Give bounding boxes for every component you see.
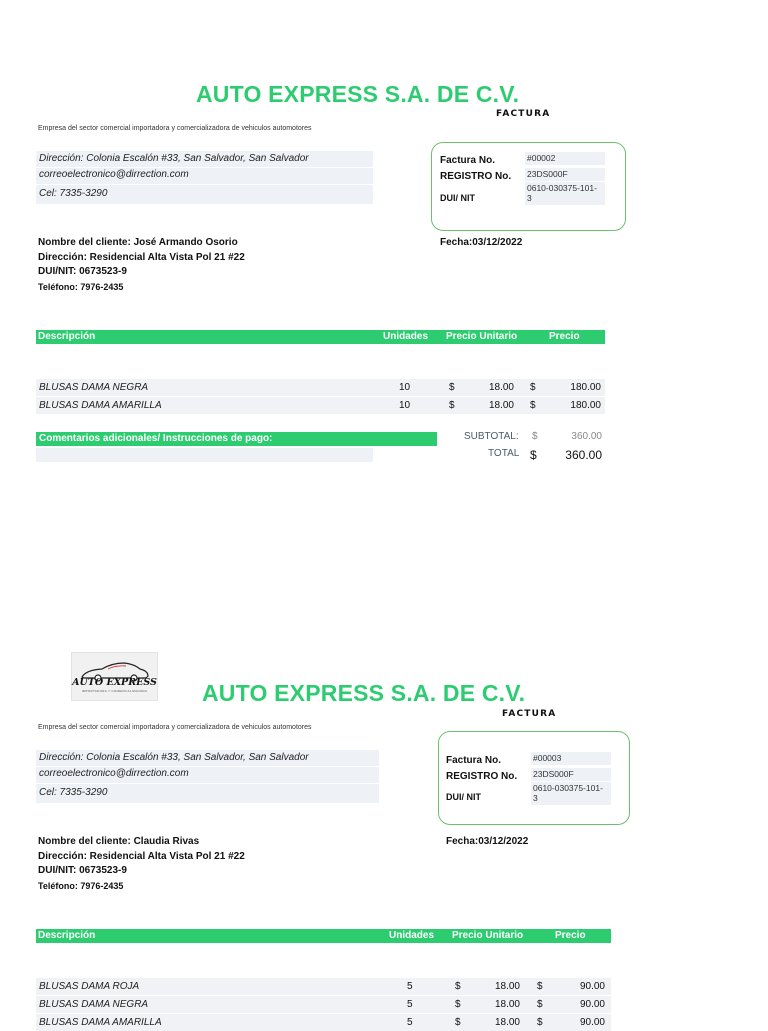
item-price: 90.00	[579, 999, 605, 1010]
client-dui: DUI/NIT: 0673523-9	[38, 266, 127, 277]
client-name: Nombre del cliente: Claudia Rivas	[38, 836, 200, 847]
item-description: BLUSAS DAMA NEGRA	[39, 382, 149, 393]
item-unit-price: 18.00	[494, 981, 520, 992]
dui-nit-value: 0610-030375-101- 3	[525, 182, 605, 205]
col-units: Unidades	[383, 331, 429, 342]
item-unit-price: 18.00	[494, 999, 520, 1010]
client-address: Dirección: Residencial Alta Vista Pol 21 #22	[38, 251, 245, 263]
item-unit-price: 18.00	[494, 1017, 520, 1028]
items-table-header	[36, 330, 605, 344]
logo-subtext: IMPORTADORA Y COMERCIALIZADORA	[81, 689, 148, 693]
currency-symbol: $	[455, 1017, 461, 1028]
company-address-box	[36, 750, 379, 803]
invoice-2	[0, 600, 768, 1028]
item-unit-price: 18.00	[488, 382, 514, 393]
item-price: 90.00	[579, 1017, 605, 1028]
currency-symbol: $	[530, 400, 536, 411]
col-price: Precio	[555, 930, 586, 941]
client-dui: DUI/NIT: 0673523-9	[38, 865, 127, 876]
company-address-box	[36, 151, 373, 204]
factura-heading: FACTURA	[502, 709, 557, 719]
item-price: 90.00	[579, 981, 605, 992]
client-info	[38, 236, 245, 294]
registro-no-label: REGISTRO No.	[440, 171, 512, 182]
dui-nit-label: DUI/ NIT	[440, 193, 475, 203]
table-row	[36, 996, 611, 1013]
col-description: Descripción	[38, 930, 96, 941]
company-title: AUTO EXPRESS S.A. DE C.V.	[196, 81, 520, 107]
currency-symbol: $	[537, 981, 543, 992]
item-description: BLUSAS DAMA AMARILLA	[39, 1017, 162, 1028]
subtotal-label: SUBTOTAL:	[464, 431, 519, 442]
invoice-date: Fecha:03/12/2022	[446, 836, 529, 847]
factura-no-value: #00003	[531, 752, 611, 765]
currency-symbol: $	[449, 400, 455, 411]
item-units: 5	[407, 1017, 413, 1028]
client-phone: Teléfono: 7976-2435	[38, 880, 124, 891]
company-email: correoelectronico@dirrection.com	[39, 169, 189, 180]
client-name: Nombre del cliente: José Armando Osorio	[38, 237, 238, 248]
subtotal-value: 360.00	[571, 431, 602, 442]
company-address: Dirección: Colonia Escalón #33, San Salvador, San Salvador	[39, 752, 309, 763]
item-description: BLUSAS DAMA ROJA	[39, 981, 140, 992]
company-phone: Cel: 7335-3290	[39, 188, 108, 199]
item-unit-price: 18.00	[488, 400, 514, 411]
invoice-1	[0, 0, 768, 500]
col-price: Precio	[549, 331, 580, 342]
col-units: Unidades	[389, 930, 435, 941]
currency-symbol: $	[449, 382, 455, 393]
col-description: Descripción	[38, 331, 96, 342]
total-currency: $	[530, 448, 537, 462]
items-table-header	[36, 929, 611, 943]
client-address: Dirección: Residencial Alta Vista Pol 21 #22	[38, 850, 245, 862]
currency-symbol: $	[455, 981, 461, 992]
item-price: 180.00	[570, 400, 601, 411]
table-row	[36, 1014, 611, 1031]
col-unit-price: Precio Unitario	[452, 930, 524, 941]
dui-nit-value: 0610-030375-101- 3	[531, 782, 611, 805]
table-row	[36, 978, 611, 995]
invoice-date: Fecha:03/12/2022	[440, 237, 523, 248]
item-description: BLUSAS DAMA AMARILLA	[39, 400, 162, 411]
comments-header: Comentarios adicionales/ Instrucciones de pago:	[36, 432, 437, 446]
registro-no-label: REGISTRO No.	[446, 771, 518, 782]
currency-symbol: $	[455, 999, 461, 1010]
client-info	[38, 835, 245, 893]
logo-text: AUTO EXPRESS	[72, 677, 157, 688]
total-value: 360.00	[565, 448, 602, 462]
company-tagline: Empresa del sector comercial importadora y comercializadora de vehiculos automotores	[38, 724, 312, 731]
factura-no-label: Factura No.	[440, 155, 496, 166]
company-logo	[71, 652, 158, 701]
company-email: correoelectronico@dirrection.com	[39, 768, 189, 779]
currency-symbol: $	[537, 1017, 543, 1028]
company-phone: Cel: 7335-3290	[39, 787, 108, 798]
item-description: BLUSAS DAMA NEGRA	[39, 999, 149, 1010]
factura-heading: FACTURA	[496, 109, 551, 119]
col-unit-price: Precio Unitario	[446, 331, 518, 342]
company-address: Dirección: Colonia Escalón #33, San Salvador, San Salvador	[39, 153, 309, 164]
item-units: 10	[399, 400, 411, 411]
registro-no-value: 23DS000F	[525, 168, 605, 181]
company-tagline: Empresa del sector comercial importadora y comercializadora de vehiculos automotores	[38, 125, 312, 132]
total-label: TOTAL	[488, 448, 520, 459]
company-title: AUTO EXPRESS S.A. DE C.V.	[202, 680, 526, 706]
item-units: 10	[399, 382, 411, 393]
comments-field[interactable]	[36, 448, 373, 462]
dui-nit-label: DUI/ NIT	[446, 792, 481, 802]
table-row	[36, 379, 605, 396]
currency-symbol: $	[530, 382, 536, 393]
registro-no-value: 23DS000F	[531, 768, 611, 781]
subtotal-currency: $	[532, 431, 538, 442]
item-units: 5	[407, 999, 413, 1010]
factura-no-value: #00002	[525, 152, 605, 165]
item-price: 180.00	[570, 382, 601, 393]
factura-no-label: Factura No.	[446, 755, 502, 766]
currency-symbol: $	[537, 999, 543, 1010]
client-phone: Teléfono: 7976-2435	[38, 281, 124, 292]
table-row	[36, 397, 605, 414]
item-units: 5	[407, 981, 413, 992]
